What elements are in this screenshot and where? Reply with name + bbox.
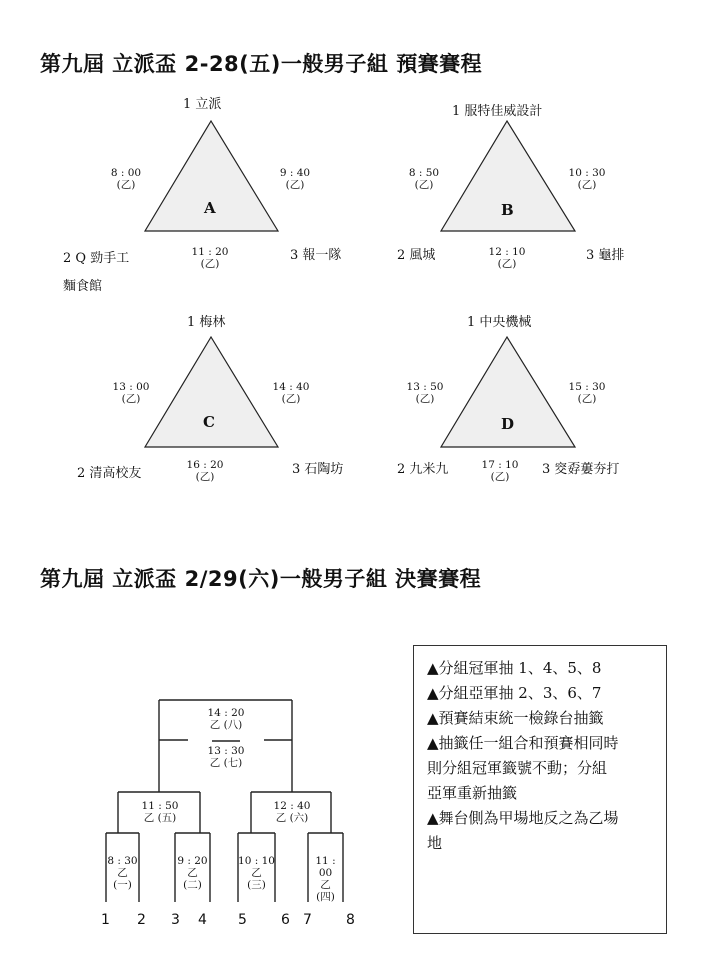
seed-2: 2 xyxy=(137,912,146,928)
seed-3: 3 xyxy=(171,912,180,928)
group-b-match-3: 12 : 10 (乙) xyxy=(488,246,526,270)
group-b-team-2: 2 風城 xyxy=(397,248,436,263)
rules-notes-box xyxy=(413,645,667,934)
group-a-team-2-line2: 麵食館 xyxy=(63,279,103,294)
note-line: ▲分組冠軍抽 1、4、5、8 xyxy=(427,659,602,677)
prelim-title: 第九屆 立派盃 2-28(五)一般男子組 預賽賽程 xyxy=(40,52,483,76)
group-c-match-2: 14 : 40 (乙) xyxy=(272,381,310,405)
group-d-letter: D xyxy=(501,415,515,433)
group-a-match-3: 11 : 20 (乙) xyxy=(191,246,229,270)
note-line: ▲舞台側為甲場地反之為乙場 xyxy=(427,809,619,827)
quarter-match-3-label: 10 : 10 乙 (三) xyxy=(238,855,275,891)
group-d-team-2: 2 九米九 xyxy=(397,462,449,477)
group-c-team-1: 1 梅林 xyxy=(187,315,226,330)
group-a-letter: A xyxy=(204,199,216,217)
group-c-match-3: 16 : 20 (乙) xyxy=(186,459,224,483)
quarter-match-4-label: 11 : 00 乙 (四) xyxy=(315,855,336,903)
final-match-label: 14 : 20 乙 (八) xyxy=(207,707,245,731)
note-line: 則分組冠軍籤號不動；分組 xyxy=(427,759,608,777)
seed-4: 4 xyxy=(198,912,207,928)
group-a-match-2: 9 : 40 (乙) xyxy=(279,167,311,191)
group-d-team-1: 1 中央機械 xyxy=(467,315,532,330)
seed-7: 7 xyxy=(303,912,312,928)
third-place-match-label: 13 : 30 乙 (七) xyxy=(207,745,245,769)
note-line: ▲分組亞軍抽 2、3、6、7 xyxy=(427,684,602,702)
group-b-match-1: 8 : 50 (乙) xyxy=(408,167,440,191)
quarter-match-1-label: 8 : 30 乙 (一) xyxy=(107,855,138,891)
note-line: 地 xyxy=(427,834,443,852)
group-b-letter: B xyxy=(501,201,514,219)
group-a-team-2: 2 Q 勁手工 xyxy=(63,251,130,266)
group-b-team-1: 1 服特佳威設計 xyxy=(452,104,543,119)
seed-8: 8 xyxy=(346,912,355,928)
group-d-match-1: 13 : 50 (乙) xyxy=(406,381,444,405)
semi-match-1-label: 11 : 50 乙 (五) xyxy=(141,800,179,824)
note-line: ▲預賽結束統一檢錄台抽籤 xyxy=(427,709,604,727)
group-c-team-3: 3 石陶坊 xyxy=(292,462,344,477)
group-d-team-3: 3 窔孬蔞夯打 xyxy=(542,462,620,477)
seed-1: 1 xyxy=(101,912,110,928)
group-c-match-1: 13 : 00 (乙) xyxy=(112,381,150,405)
group-a-team-1: 1 立派 xyxy=(183,97,222,112)
group-a-match-1: 8 : 00 (乙) xyxy=(110,167,142,191)
note-line: 亞軍重新抽籤 xyxy=(427,784,518,802)
group-c-team-2: 2 清高校友 xyxy=(77,466,142,481)
group-a-team-3: 3 報一隊 xyxy=(290,248,342,263)
seed-6: 6 xyxy=(281,912,290,928)
note-line: ▲抽籤任一組合和預賽相同時 xyxy=(427,734,619,752)
group-b-team-3: 3 龜排 xyxy=(586,248,625,263)
final-title: 第九屆 立派盃 2/29(六)一般男子組 決賽賽程 xyxy=(40,567,482,591)
group-c-letter: C xyxy=(203,413,215,431)
semi-match-2-label: 12 : 40 乙 (六) xyxy=(273,800,311,824)
group-d-match-3: 17 : 10 (乙) xyxy=(481,459,519,483)
quarter-match-2-label: 9 : 20 乙 (二) xyxy=(177,855,208,891)
group-b-match-2: 10 : 30 (乙) xyxy=(568,167,606,191)
group-d-match-2: 15 : 30 (乙) xyxy=(568,381,606,405)
seed-5: 5 xyxy=(238,912,247,928)
